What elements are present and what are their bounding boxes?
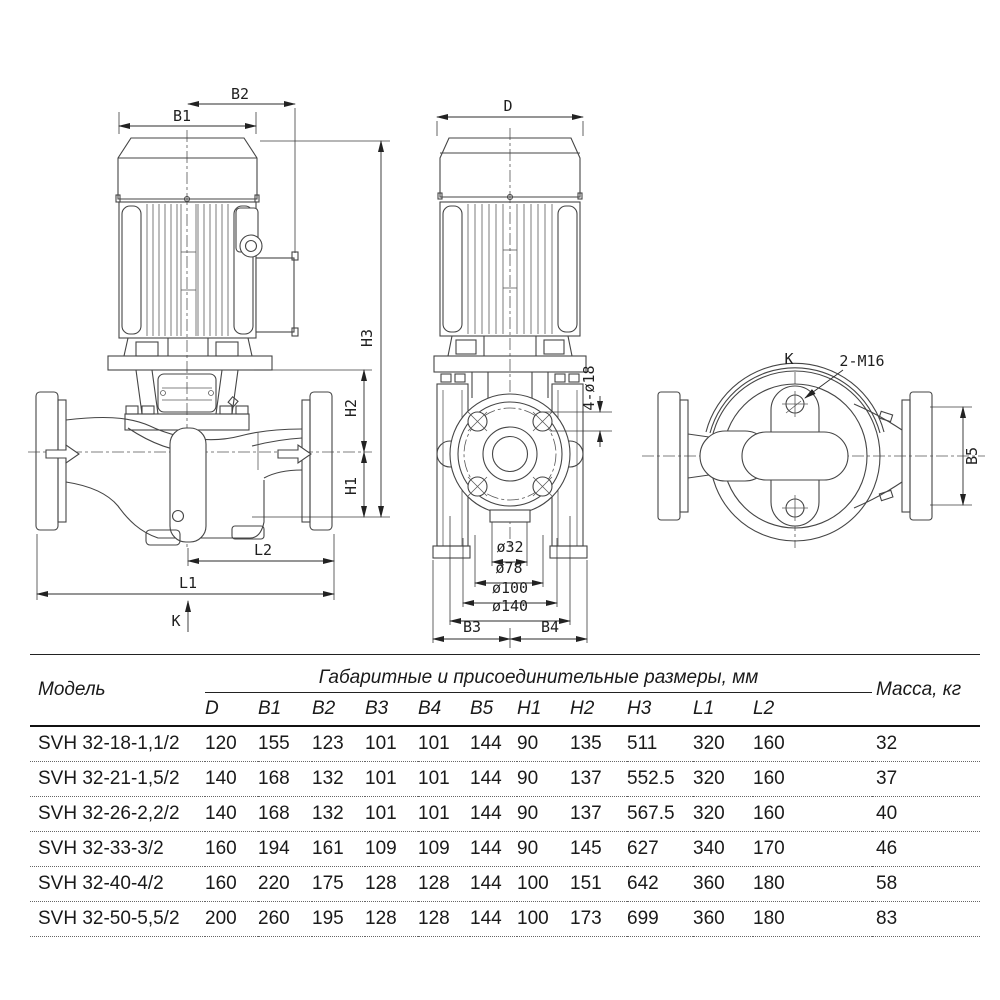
dim-cell: 180	[753, 902, 872, 937]
dim-cell: 168	[258, 762, 312, 797]
mass-cell: 37	[872, 762, 980, 797]
dim-cell: 627	[627, 832, 693, 867]
col-header-d: D	[205, 693, 258, 727]
dim-cell: 340	[693, 832, 753, 867]
dim-cell: 128	[418, 902, 470, 937]
discharge-flange	[310, 392, 332, 530]
dim-cell: 320	[693, 726, 753, 762]
dim-cell: 144	[470, 762, 517, 797]
dim-cell: 180	[753, 867, 872, 902]
dim-cell: 101	[365, 762, 418, 797]
flow-arrow-out-icon	[278, 445, 311, 463]
dim-cell: 100	[517, 902, 570, 937]
terminal-box	[256, 258, 294, 332]
dim-cell: 140	[205, 762, 258, 797]
dim-cell: 161	[312, 832, 365, 867]
dim-l1-label: L1	[178, 574, 198, 592]
model-cell: SVH 32-33-3/2	[30, 832, 205, 867]
dim-cell: 128	[418, 867, 470, 902]
flow-arrow-in-icon	[46, 445, 79, 463]
top-view	[642, 350, 985, 548]
dim-cell: 220	[258, 867, 312, 902]
dim-b4-label: B4	[540, 618, 560, 636]
dim-b2-label: B2	[230, 85, 250, 103]
model-cell: SVH 32-50-5,5/2	[30, 902, 205, 937]
dim-dia100-label: ø100	[491, 579, 529, 597]
dim-cell: 101	[418, 762, 470, 797]
suction-flange	[36, 392, 58, 530]
dim-cell: 567.5	[627, 797, 693, 832]
model-cell: SVH 32-18-1,1/2	[30, 726, 205, 762]
dim-cell: 132	[312, 797, 365, 832]
dim-b5-label: B5	[963, 446, 981, 466]
dim-cell: 140	[205, 797, 258, 832]
dim-cell: 100	[517, 867, 570, 902]
dim-cell: 195	[312, 902, 365, 937]
dim-cell: 90	[517, 726, 570, 762]
dim-cell: 109	[418, 832, 470, 867]
dim-cell: 90	[517, 762, 570, 797]
dim-dia140-label: ø140	[491, 597, 529, 615]
mass-column-header: Масса, кг	[872, 655, 980, 727]
dim-h1-label: H1	[342, 476, 360, 496]
dim-dia78-label: ø78	[495, 559, 523, 577]
table-row	[30, 797, 980, 832]
dim-cell: 128	[365, 902, 418, 937]
table-row	[30, 762, 980, 797]
dim-cell: 360	[693, 867, 753, 902]
dimensions-table	[30, 654, 980, 937]
table-row	[30, 867, 980, 902]
model-cell: SVH 32-21-1,5/2	[30, 762, 205, 797]
dim-h3-label: H3	[358, 328, 376, 348]
dim-cell: 155	[258, 726, 312, 762]
col-header-h3: H3	[627, 693, 693, 727]
dim-cell: 137	[570, 797, 627, 832]
dim-cell: 135	[570, 726, 627, 762]
dim-cell: 552.5	[627, 762, 693, 797]
dim-cell: 123	[312, 726, 365, 762]
dim-cell: 145	[570, 832, 627, 867]
dim-cell: 160	[753, 797, 872, 832]
dim-cell: 160	[205, 832, 258, 867]
dim-cell: 144	[470, 867, 517, 902]
dim-cell: 144	[470, 726, 517, 762]
col-header-b3: B3	[365, 693, 418, 727]
mass-cell: 58	[872, 867, 980, 902]
dim-cell: 320	[693, 797, 753, 832]
dim-d-label: D	[503, 97, 513, 115]
dim-cell: 120	[205, 726, 258, 762]
front-view	[433, 97, 612, 648]
dim-tap-holes-label: 2-M16	[839, 352, 885, 370]
col-header-b5: B5	[470, 693, 517, 727]
dim-b1-label: B1	[172, 107, 192, 125]
table-body	[30, 726, 980, 937]
table-row	[30, 832, 980, 867]
dim-cell: 132	[312, 762, 365, 797]
side-view	[28, 85, 390, 632]
dim-cell: 175	[312, 867, 365, 902]
col-header-b1: B1	[258, 693, 312, 727]
dim-cell: 260	[258, 902, 312, 937]
mass-cell: 83	[872, 902, 980, 937]
dim-cell: 511	[627, 726, 693, 762]
dim-cell: 160	[753, 726, 872, 762]
dim-cell: 128	[365, 867, 418, 902]
dim-cell: 160	[753, 762, 872, 797]
dim-cell: 144	[470, 902, 517, 937]
dim-cell: 160	[205, 867, 258, 902]
label-k-bottom: K	[171, 612, 181, 630]
dim-cell: 200	[205, 902, 258, 937]
dim-dia32-label: ø32	[496, 538, 524, 556]
col-header-l2: L2	[753, 693, 872, 727]
dim-cell: 101	[418, 726, 470, 762]
lifting-eye	[240, 235, 262, 257]
dim-cell: 642	[627, 867, 693, 902]
table-header-row-1	[30, 655, 980, 693]
table-row	[30, 726, 980, 762]
dim-cell: 137	[570, 762, 627, 797]
dim-cell: 101	[365, 797, 418, 832]
dim-cell: 320	[693, 762, 753, 797]
dim-cell: 101	[365, 726, 418, 762]
col-header-h2: H2	[570, 693, 627, 727]
dim-cell: 360	[693, 902, 753, 937]
dim-cell: 144	[470, 797, 517, 832]
dim-cell: 699	[627, 902, 693, 937]
dim-cell: 90	[517, 832, 570, 867]
col-header-l1: L1	[693, 693, 753, 727]
dim-cell: 170	[753, 832, 872, 867]
col-header-b2: B2	[312, 693, 365, 727]
col-header-b4: B4	[418, 693, 470, 727]
label-k-top: K	[784, 350, 794, 368]
table-row	[30, 902, 980, 937]
dim-l2-label: L2	[253, 541, 273, 559]
model-cell: SVH 32-26-2,2/2	[30, 797, 205, 832]
dimensions-group-header: Габаритные и присоединительные размеры, мм	[205, 655, 872, 693]
dim-bolt-holes-label: 4-ø18	[580, 365, 598, 411]
dim-b3-label: B3	[462, 618, 482, 636]
model-cell: SVH 32-40-4/2	[30, 867, 205, 902]
dim-cell: 173	[570, 902, 627, 937]
dim-cell: 144	[470, 832, 517, 867]
col-header-h1: H1	[517, 693, 570, 727]
dim-cell: 194	[258, 832, 312, 867]
dim-h2-label: H2	[342, 398, 360, 418]
dim-cell: 90	[517, 797, 570, 832]
mass-cell: 40	[872, 797, 980, 832]
model-column-header: Модель	[30, 655, 205, 727]
dim-cell: 101	[418, 797, 470, 832]
dim-cell: 109	[365, 832, 418, 867]
casing-boss	[170, 428, 206, 542]
dim-cell: 168	[258, 797, 312, 832]
dim-cell: 151	[570, 867, 627, 902]
mass-cell: 46	[872, 832, 980, 867]
mass-cell: 32	[872, 726, 980, 762]
